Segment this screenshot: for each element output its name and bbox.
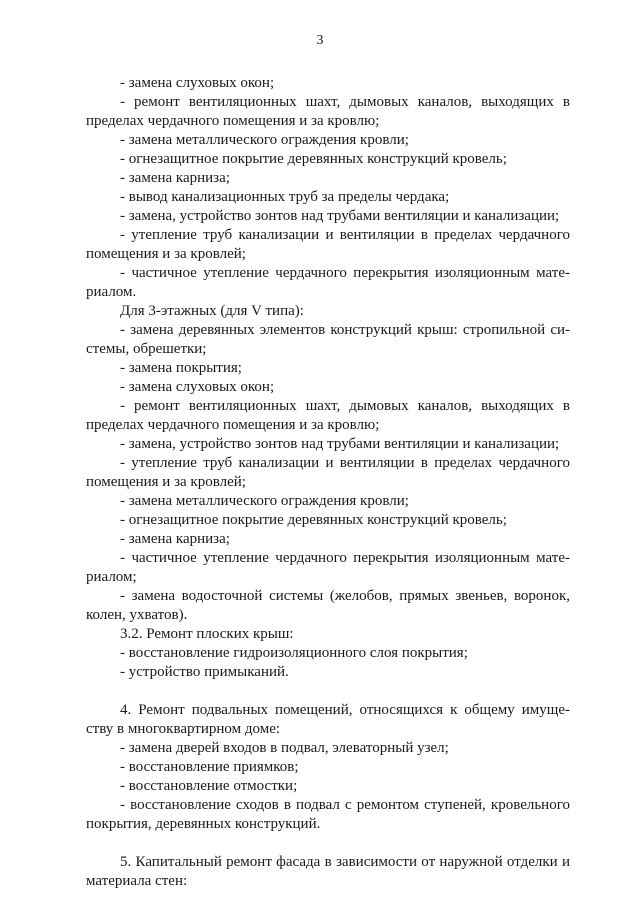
text-line: - замена слуховых окон; [120, 75, 275, 91]
text-line: - огнезащитное покрытие деревянных конструкций кровель; [120, 512, 507, 528]
text-line: риалом. [86, 284, 137, 300]
text-line: пределах чердачного помещения и за кровлю; [86, 417, 380, 433]
text-line: - ремонт вентиляционных шахт, дымовых каналов, выходящих в [120, 94, 570, 110]
text-line: колен, ухватов). [86, 607, 188, 623]
text-line: помещения и за кровлей; [86, 246, 246, 262]
text-line: - замена карниза; [120, 170, 230, 186]
text-line: - утепление труб канализации и вентиляции в пределах чердачного [120, 455, 570, 471]
text-line: стемы, обрешетки; [86, 341, 207, 357]
text-line: - восстановление сходов в подвал с ремонтом ступеней, кровельного [120, 797, 570, 813]
section-heading: Для 3-этажных (для V типа): [120, 303, 304, 319]
text-line: материала стен: [86, 873, 188, 889]
text-line: - замена карниза; [120, 531, 230, 547]
text-line: - ремонт вентиляционных шахт, дымовых каналов, выходящих в [120, 398, 570, 414]
paragraph-gap [86, 834, 570, 853]
text-line: - замена деревянных элементов конструкций крыш: стропильной си- [120, 322, 570, 338]
text-line: - замена металлического ограждения кровли; [120, 132, 409, 148]
text-line: - вывод канализационных труб за пределы чердака; [120, 189, 450, 205]
text-line: - огнезащитное покрытие деревянных конструкций кровель; [120, 151, 507, 167]
section-heading: 5. Капитальный ремонт фасада в зависимости от наружной отделки и [120, 854, 570, 870]
text-line: - восстановление гидроизоляционного слоя покрытия; [120, 645, 468, 661]
section-heading: 3.2. Ремонт плоских крыш: [120, 626, 294, 642]
text-line: - замена, устройство зонтов над трубами вентиляции и канализации; [120, 208, 560, 224]
text-line: - замена дверей входов в подвал, элеваторный узел; [120, 740, 449, 756]
text-line: ству в многоквартирном доме: [86, 721, 281, 737]
text-line: - частичное утепление чердачного перекрытия изоляционным мате- [120, 265, 570, 281]
text-line: помещения и за кровлей; [86, 474, 246, 490]
text-line: - восстановление приямков; [120, 759, 299, 775]
text-line: - частичное утепление чердачного перекрытия изоляционным мате- [120, 550, 570, 566]
section-heading: 4. Ремонт подвальных помещений, относящихся к общему имуще- [120, 702, 570, 718]
text-line: - замена слуховых окон; [120, 379, 275, 395]
text-line: - замена водосточной системы (желобов, прямых звеньев, воронок, [120, 588, 570, 604]
text-line: - замена, устройство зонтов над трубами вентиляции и канализации; [120, 436, 560, 452]
text-line: - утепление труб канализации и вентиляции в пределах чердачного [120, 227, 570, 243]
text-line: - устройство примыканий. [120, 664, 289, 680]
page-number: 3 [316, 33, 324, 48]
text-line: пределах чердачного помещения и за кровлю; [86, 113, 380, 129]
text-line: - замена покрытия; [120, 360, 242, 376]
paragraph-gap [86, 682, 570, 701]
document-body [86, 74, 570, 891]
text-line: риалом; [86, 569, 137, 585]
text-line: - восстановление отмостки; [120, 778, 298, 794]
text-line: покрытия, деревянных конструкций. [86, 816, 321, 832]
text-line: - замена металлического ограждения кровли; [120, 493, 409, 509]
